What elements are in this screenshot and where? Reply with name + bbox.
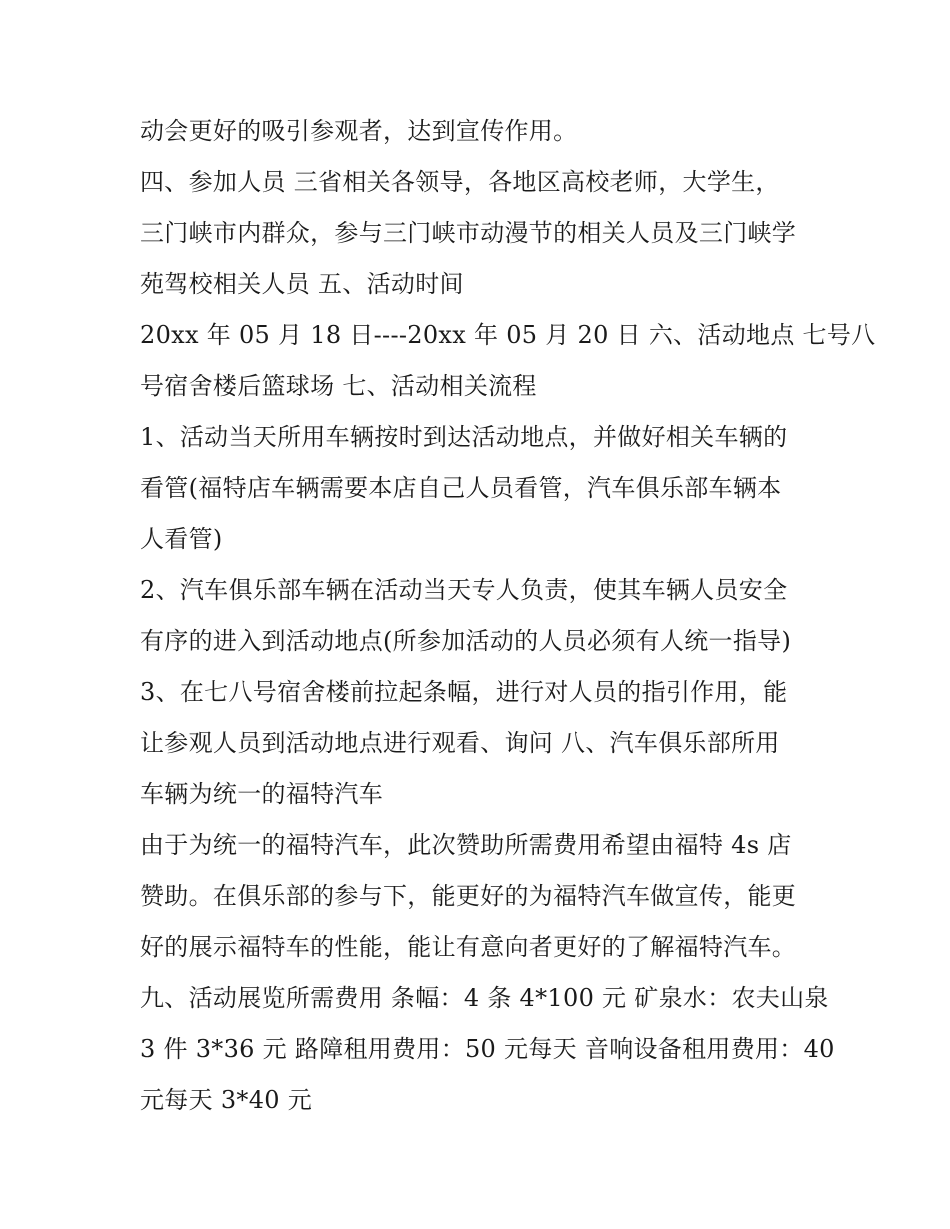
text-line: 3、在七八号宿舍楼前拉起条幅，进行对人员的指引作用，能 [140,678,788,706]
text-line: 20xx 年 05 月 18 日----20xx 年 05 月 20 日 六、活动地点 七号八 [140,321,876,349]
text-line: 有序的进入到活动地点(所参加活动的人员必须有人统一指导) [140,627,792,655]
text-line: 3 件 3*36 元 路障租用费用：50 元每天 音响设备租用费用：40 [140,1035,835,1063]
text-line: 2、汽车俱乐部车辆在活动当天专人负责，使其车辆人员安全 [140,576,788,604]
text-line: 苑驾校相关人员 五、活动时间 [140,270,464,298]
text-line: 九、活动展览所需费用 条幅：4 条 4*100 元 矿泉水：农夫山泉 [140,984,829,1012]
text-line: 三门峡市内群众，参与三门峡市动漫节的相关人员及三门峡学 [140,219,797,247]
text-line: 元每天 3*40 元 [140,1086,313,1114]
text-line: 1、活动当天所用车辆按时到达活动地点，并做好相关车辆的 [140,423,788,451]
text-line: 好的展示福特车的性能，能让有意向者更好的了解福特汽车。 [140,933,797,961]
text-line: 车辆为统一的福特汽车 [140,780,383,808]
text-line: 四、参加人员 三省相关各领导，各地区高校老师，大学生， [140,168,780,196]
text-line: 由于为统一的福特汽车，此次赞助所需费用希望由福特 4s 店 [140,831,792,859]
text-line: 看管(福特店车辆需要本店自己人员看管，汽车俱乐部车辆本 [140,474,782,502]
text-line: 赞助。在俱乐部的参与下，能更好的为福特汽车做宣传，能更 [140,882,797,910]
document-body [140,106,876,1126]
text-line: 人看管) [140,525,223,553]
text-line: 让参观人员到活动地点进行观看、询问 八、汽车俱乐部所用 [140,729,780,757]
text-line: 动会更好的吸引参观者，达到宣传作用。 [140,117,578,145]
text-line: 号宿舍楼后篮球场 七、活动相关流程 [140,372,537,400]
